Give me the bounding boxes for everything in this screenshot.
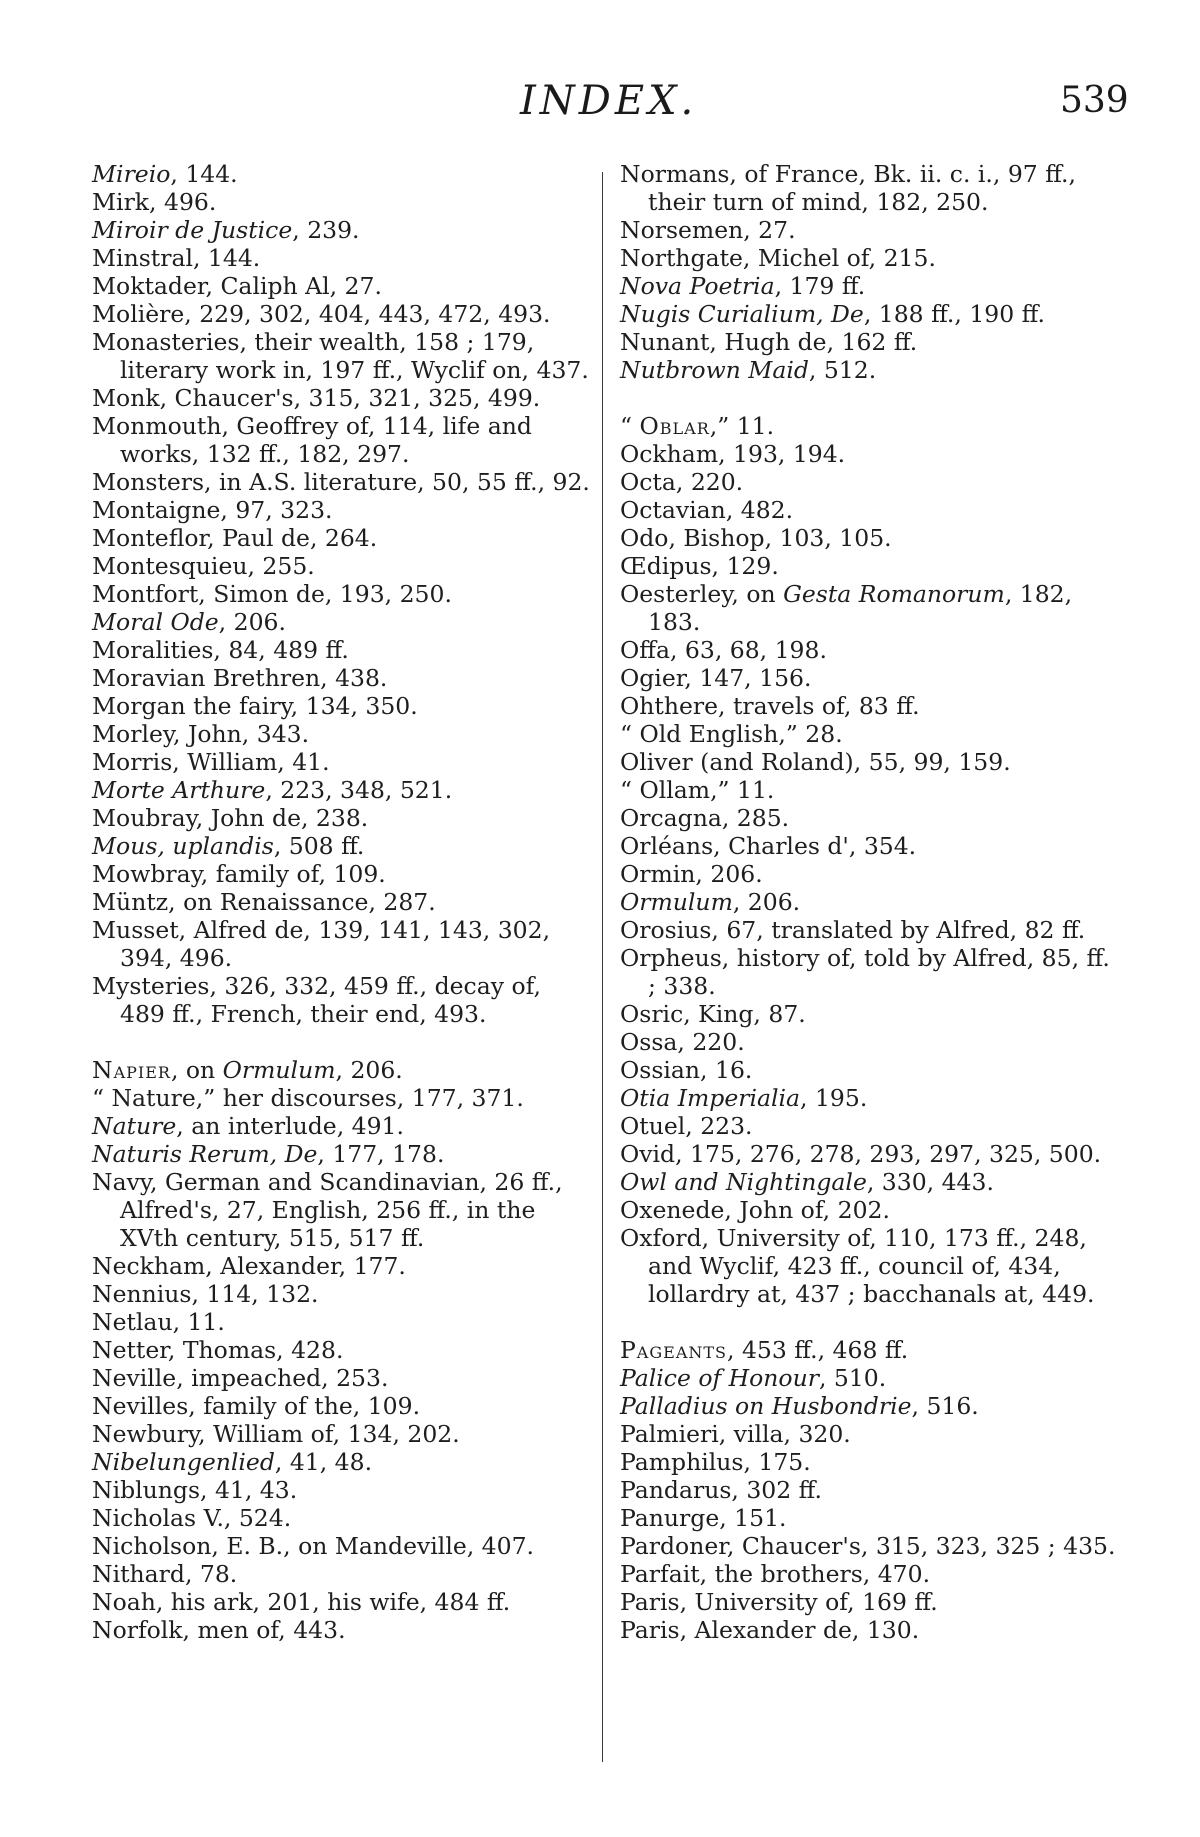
index-group-n (92, 1056, 590, 1644)
section-gap (620, 384, 1118, 412)
index-entry: Nova Poetria, 179 ff. (620, 272, 866, 300)
index-entry: Palice of Honour, 510. (620, 1364, 887, 1392)
index-entry: Molière, 229, 302, 404, 443, 472, 493. (92, 300, 551, 328)
index-entry: Neckham, Alexander, 177. (92, 1252, 406, 1280)
index-entry: Nature, an interlude, 491. (92, 1112, 404, 1140)
section-gap (620, 1308, 1118, 1336)
index-entry: Morley, John, 343. (92, 720, 310, 748)
index-entry: Otia Imperialia, 195. (620, 1084, 868, 1112)
page-number: 539 (1060, 80, 1129, 121)
index-entry: Monsters, in A.S. literature, 50, 55 ff., 92. (92, 468, 590, 496)
index-entry: Newbury, William of, 134, 202. (92, 1420, 460, 1448)
right-column (620, 160, 1118, 1644)
index-entry: Mirk, 496. (92, 188, 217, 216)
index-entry: “ Oblar,” 11. (620, 412, 775, 440)
index-entry: Müntz, on Renaissance, 287. (92, 888, 436, 916)
index-entry: Morgan the fairy, 134, 350. (92, 692, 418, 720)
index-entry: Ormulum, 206. (620, 888, 801, 916)
index-group-m (92, 160, 590, 1028)
index-entry: Monasteries, their wealth, 158 ; 179, literary work in, 197 ff., Wyclif on, 437. (92, 328, 589, 384)
index-entry: Navy, German and Scandinavian, 26 ff., Alfred's, 27, English, 256 ff., in the XVth century, 515, 517 ff. (92, 1168, 563, 1252)
column-divider (602, 172, 603, 1762)
index-entry: Noah, his ark, 201, his wife, 484 ff. (92, 1588, 511, 1616)
index-entry: “ Ollam,” 11. (620, 776, 775, 804)
index-entry: Norfolk, men of, 443. (92, 1616, 346, 1644)
index-entry: Moktader, Caliph Al, 27. (92, 272, 382, 300)
index-entry: Moral Ode, 206. (92, 608, 286, 636)
index-entry: Ormin, 206. (620, 860, 763, 888)
index-entry: Palladius on Husbondrie, 516. (620, 1392, 979, 1420)
index-entry: “ Nature,” her discourses, 177, 371. (92, 1084, 524, 1112)
index-entry: Napier, on Ormulum, 206. (92, 1056, 403, 1084)
page-header (0, 78, 1200, 138)
index-entry: Ockham, 193, 194. (620, 440, 846, 468)
index-entry: Ogier, 147, 156. (620, 664, 812, 692)
index-entry: Nevilles, family of the, 109. (92, 1392, 421, 1420)
index-entry: Osric, King, 87. (620, 1000, 806, 1028)
index-entry: Monteflor, Paul de, 264. (92, 524, 378, 552)
index-entry: Oesterley, on Gesta Romanorum, 182, 183. (620, 580, 1073, 636)
index-entry: Nugis Curialium, De, 188 ff., 190 ff. (620, 300, 1045, 328)
index-entry: Panurge, 151. (620, 1504, 787, 1532)
index-entry: Nibelungenlied, 41, 48. (92, 1448, 373, 1476)
index-entry: Neville, impeached, 253. (92, 1364, 389, 1392)
index-entry: Morte Arthure, 223, 348, 521. (92, 776, 453, 804)
index-entry: Orléans, Charles d', 354. (620, 832, 917, 860)
index-entry: Netter, Thomas, 428. (92, 1336, 344, 1364)
index-entry: Paris, Alexander de, 130. (620, 1616, 920, 1644)
index-entry: Niblungs, 41, 43. (92, 1476, 298, 1504)
index-entry: Montesquieu, 255. (92, 552, 315, 580)
left-column (92, 160, 590, 1644)
index-entry: Mous, uplandis, 508 ff. (92, 832, 365, 860)
index-entry: Minstral, 144. (92, 244, 261, 272)
index-entry: Nutbrown Maid, 512. (620, 356, 877, 384)
index-entry: Orcagna, 285. (620, 804, 790, 832)
index-entry: Montaigne, 97, 323. (92, 496, 333, 524)
index-entry: Pandarus, 302 ff. (620, 1476, 822, 1504)
index-entry: Naturis Rerum, De, 177, 178. (92, 1140, 445, 1168)
index-entry: Morris, William, 41. (92, 748, 330, 776)
index-entry: Pageants, 453 ff., 468 ff. (620, 1336, 909, 1364)
index-entry: Offa, 63, 68, 198. (620, 636, 827, 664)
index-entry: Miroir de Justice, 239. (92, 216, 360, 244)
index-entry: Oliver (and Roland), 55, 99, 159. (620, 748, 1011, 776)
index-entry: Monmouth, Geoffrey of, 114, life and works, 132 ff., 182, 297. (92, 412, 532, 468)
index-entry: Octa, 220. (620, 468, 744, 496)
index-entry: Mireio, 144. (92, 160, 238, 188)
index-entry: Norsemen, 27. (620, 216, 796, 244)
index-entry: Ossian, 16. (620, 1056, 753, 1084)
index-entry: Northgate, Michel of, 215. (620, 244, 936, 272)
index-entry: Octavian, 482. (620, 496, 794, 524)
index-entry: Ossa, 220. (620, 1028, 745, 1056)
index-entry: Monk, Chaucer's, 315, 321, 325, 499. (92, 384, 541, 412)
index-group-p (620, 1336, 1118, 1644)
index-entry: Nithard, 78. (92, 1560, 238, 1588)
index-entry: Otuel, 223. (620, 1112, 753, 1140)
index-entry: Mowbray, family of, 109. (92, 860, 386, 888)
index-entry: Ovid, 175, 276, 278, 293, 297, 325, 500. (620, 1140, 1102, 1168)
index-group-n-continued (620, 160, 1118, 384)
index-entry: Moralities, 84, 489 ff. (92, 636, 349, 664)
index-entry: Orosius, 67, translated by Alfred, 82 ff. (620, 916, 1086, 944)
index-entry: Mysteries, 326, 332, 459 ff., decay of, 489 ff., French, their end, 493. (92, 972, 541, 1028)
index-entry: Oxenede, John of, 202. (620, 1196, 890, 1224)
index-entry: Œdipus, 129. (620, 552, 779, 580)
index-entry: Musset, Alfred de, 139, 141, 143, 302, 394, 496. (92, 916, 551, 972)
section-gap (92, 1028, 590, 1056)
index-entry: Oxford, University of, 110, 173 ff., 248, and Wyclif, 423 ff., council of, 434, lollardry at, 437 ; bacchanals at, 449. (620, 1224, 1095, 1308)
index-entry: Palmieri, villa, 320. (620, 1420, 851, 1448)
index-entry: Parfait, the brothers, 470. (620, 1560, 931, 1588)
index-entry: Pardoner, Chaucer's, 315, 323, 325 ; 435. (620, 1532, 1116, 1560)
index-entry: Nicholson, E. B., on Mandeville, 407. (92, 1532, 535, 1560)
index-entry: Ohthere, travels of, 83 ff. (620, 692, 920, 720)
index-entry: Moravian Brethren, 438. (92, 664, 388, 692)
index-entry: Pamphilus, 175. (620, 1448, 811, 1476)
index-entry: Nunant, Hugh de, 162 ff. (620, 328, 918, 356)
index-entry: Owl and Nightingale, 330, 443. (620, 1168, 994, 1196)
index-entry: Paris, University of, 169 ff. (620, 1588, 938, 1616)
index-entry: Montfort, Simon de, 193, 250. (92, 580, 452, 608)
index-group-o (620, 412, 1118, 1308)
index-entry: Nicholas V., 524. (92, 1504, 292, 1532)
index-entry: Orpheus, history of, told by Alfred, 85, ff. ; 338. (620, 944, 1110, 1000)
index-entry: Nennius, 114, 132. (92, 1280, 319, 1308)
page-title: INDEX. (520, 78, 698, 124)
index-entry: “ Old English,” 28. (620, 720, 843, 748)
index-entry: Moubray, John de, 238. (92, 804, 369, 832)
index-entry: Odo, Bishop, 103, 105. (620, 524, 892, 552)
index-entry: Normans, of France, Bk. ii. c. i., 97 ff., their turn of mind, 182, 250. (620, 160, 1077, 216)
index-entry: Netlau, 11. (92, 1308, 225, 1336)
